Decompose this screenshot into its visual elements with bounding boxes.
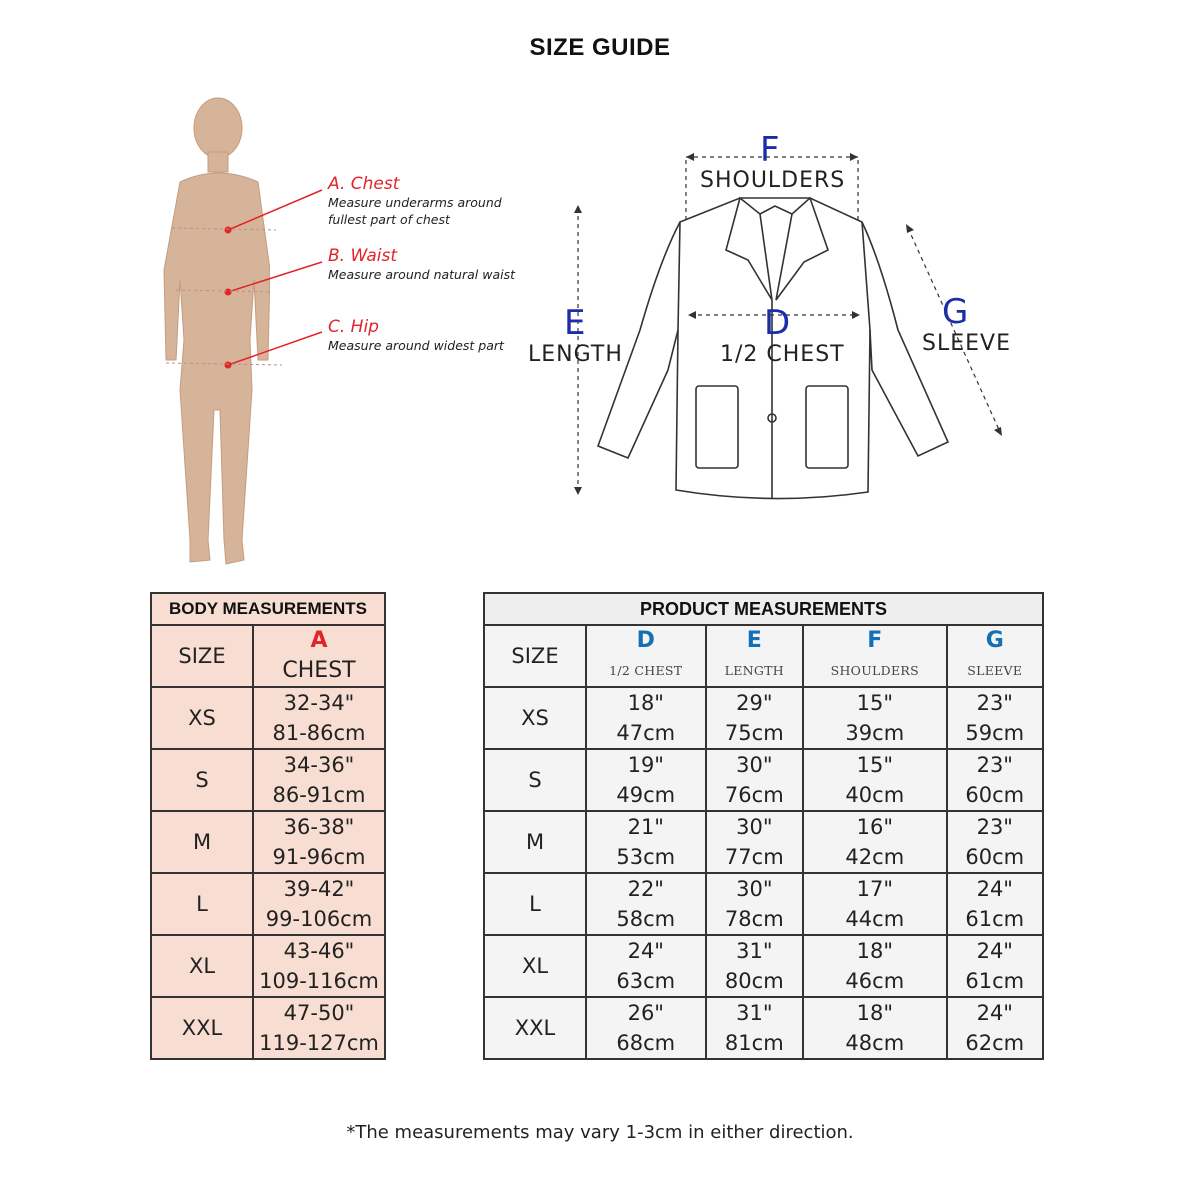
product-size-cell: S [484, 749, 586, 811]
product-size-cell: XL [484, 935, 586, 997]
product-col-e-header [706, 625, 803, 687]
product-measure-inches: 23" [976, 691, 1013, 715]
product-col-g-letter: G [985, 628, 1004, 653]
body-size-cell: S [151, 749, 253, 811]
product-measure-cm: 68cm [616, 1031, 676, 1055]
body-chest-inches: 36-38" [283, 815, 355, 839]
product-measure-cm: 48cm [845, 1031, 905, 1055]
product-measure-cell [706, 687, 803, 749]
product-measure-cm: 76cm [724, 783, 784, 807]
annotation-hip [328, 317, 504, 354]
product-measure-inches: 24" [976, 939, 1013, 963]
product-measure-cm: 75cm [724, 721, 784, 745]
product-measure-inches: 16" [856, 815, 893, 839]
body-chest-cm: 91-96cm [272, 845, 366, 869]
product-measurements-table [483, 592, 1044, 1060]
label-f-word: SHOULDERS [700, 168, 846, 193]
annotation-chest-heading: A. Chest [328, 174, 400, 194]
product-measure-cm: 59cm [965, 721, 1025, 745]
product-measure-cm: 81cm [724, 1031, 784, 1055]
product-size-cell: M [484, 811, 586, 873]
annotation-hip-desc: Measure around widest part [328, 338, 504, 353]
product-measure-inches: 31" [736, 939, 773, 963]
label-d-letter: D [764, 303, 791, 343]
product-col-e-word: LENGTH [724, 663, 784, 678]
product-measure-cm: 77cm [724, 845, 784, 869]
product-measure-cell [586, 873, 706, 935]
product-measure-cell [947, 873, 1043, 935]
body-measurements-table [150, 592, 386, 1060]
product-table-row [484, 749, 1043, 811]
product-size-header: SIZE [484, 625, 586, 687]
product-measure-inches: 21" [627, 815, 664, 839]
product-measure-cm: 39cm [845, 721, 905, 745]
product-measure-inches: 26" [627, 1001, 664, 1025]
body-chest-cell [253, 749, 385, 811]
product-measure-cell [803, 687, 947, 749]
body-size-cell: XXL [151, 997, 253, 1059]
product-table-row [484, 997, 1043, 1059]
body-size-cell: L [151, 873, 253, 935]
product-measure-cell [803, 749, 947, 811]
product-size-cell: L [484, 873, 586, 935]
body-table-row [151, 811, 385, 873]
annotation-chest-desc-2: fullest part of chest [328, 212, 450, 227]
body-chest-cm: 99-106cm [265, 907, 373, 931]
product-measure-cell [947, 997, 1043, 1059]
product-measure-cell [586, 687, 706, 749]
body-chest-header [253, 625, 385, 687]
body-size-cell: XL [151, 935, 253, 997]
product-measure-cell [947, 749, 1043, 811]
product-measure-cell [947, 687, 1043, 749]
body-chest-cm: 81-86cm [272, 721, 366, 745]
body-chest-cell [253, 811, 385, 873]
product-table-row [484, 811, 1043, 873]
product-measure-cm: 63cm [616, 969, 676, 993]
product-table-row [484, 935, 1043, 997]
product-measure-cm: 60cm [965, 783, 1025, 807]
body-chest-cell [253, 873, 385, 935]
product-measure-cell [586, 749, 706, 811]
product-measure-cm: 42cm [845, 845, 905, 869]
annotation-hip-heading: C. Hip [328, 317, 379, 337]
product-measure-inches: 30" [736, 877, 773, 901]
product-size-cell: XS [484, 687, 586, 749]
product-col-f-word: SHOULDERS [830, 663, 919, 678]
label-f-letter: F [760, 130, 780, 170]
product-measure-cell [706, 997, 803, 1059]
product-measure-inches: 31" [736, 1001, 773, 1025]
product-measure-cell [706, 873, 803, 935]
product-measure-cm: 49cm [616, 783, 676, 807]
product-measure-cell [947, 811, 1043, 873]
product-measure-inches: 17" [856, 877, 893, 901]
product-measure-inches: 23" [976, 815, 1013, 839]
product-measure-inches: 18" [856, 939, 893, 963]
product-size-cell: XXL [484, 997, 586, 1059]
product-measure-cell [706, 811, 803, 873]
product-measure-cm: 62cm [965, 1031, 1025, 1055]
product-measure-cell [803, 997, 947, 1059]
product-col-e-letter: E [746, 628, 762, 653]
annotation-chest [328, 174, 502, 228]
label-g-word: SLEEVE [922, 331, 1011, 356]
body-chest-cm: 119-127cm [259, 1031, 379, 1055]
product-measure-cm: 44cm [845, 907, 905, 931]
product-measure-inches: 29" [736, 691, 773, 715]
label-g-letter: G [942, 292, 969, 332]
annotation-waist-desc: Measure around natural waist [328, 267, 515, 282]
product-measure-cell [706, 749, 803, 811]
label-e-letter: E [564, 303, 586, 343]
body-table-row [151, 997, 385, 1059]
product-table-title: PRODUCT MEASUREMENTS [484, 593, 1043, 625]
product-measure-inches: 18" [856, 1001, 893, 1025]
body-chest-word: CHEST [282, 658, 356, 683]
body-table-title: BODY MEASUREMENTS [151, 593, 385, 625]
page-title: SIZE GUIDE [529, 34, 671, 61]
product-measure-inches: 24" [976, 877, 1013, 901]
body-table-row [151, 687, 385, 749]
body-table-row [151, 749, 385, 811]
body-chest-cell [253, 935, 385, 997]
product-measure-inches: 23" [976, 753, 1013, 777]
product-measure-cell [803, 811, 947, 873]
product-table-row [484, 873, 1043, 935]
product-col-f-header [803, 625, 947, 687]
product-measure-cm: 61cm [965, 969, 1025, 993]
product-table-row [484, 687, 1043, 749]
body-size-cell: XS [151, 687, 253, 749]
product-measure-cm: 78cm [724, 907, 784, 931]
product-measure-cell [586, 997, 706, 1059]
product-col-d-letter: D [636, 628, 655, 653]
product-measure-inches: 19" [627, 753, 664, 777]
body-chest-inches: 34-36" [283, 753, 355, 777]
product-col-g-header [947, 625, 1043, 687]
label-d-word: 1/2 CHEST [720, 342, 845, 367]
product-measure-cm: 53cm [616, 845, 676, 869]
product-measure-cm: 46cm [845, 969, 905, 993]
body-chest-cell [253, 997, 385, 1059]
annotation-waist-heading: B. Waist [328, 246, 398, 266]
product-measure-inches: 22" [627, 877, 664, 901]
product-measure-cm: 58cm [616, 907, 676, 931]
product-measure-inches: 15" [856, 753, 893, 777]
product-measure-cell [586, 935, 706, 997]
product-col-d-word: 1/2 CHEST [609, 663, 683, 678]
product-measure-inches: 24" [976, 1001, 1013, 1025]
body-chest-inches: 47-50" [283, 1001, 355, 1025]
product-measure-cm: 61cm [965, 907, 1025, 931]
product-col-f-letter: F [867, 628, 883, 653]
annotation-waist [328, 246, 515, 283]
product-measure-inches: 30" [736, 815, 773, 839]
product-measure-inches: 18" [627, 691, 664, 715]
body-chest-cell [253, 687, 385, 749]
body-table-row [151, 935, 385, 997]
body-table-row [151, 873, 385, 935]
product-measure-cm: 40cm [845, 783, 905, 807]
product-measure-cm: 60cm [965, 845, 1025, 869]
product-measure-inches: 24" [627, 939, 664, 963]
body-chest-inches: 39-42" [283, 877, 355, 901]
product-measure-inches: 30" [736, 753, 773, 777]
product-col-d-header [586, 625, 706, 687]
product-measure-cell [706, 935, 803, 997]
body-chest-cm: 109-116cm [259, 969, 379, 993]
body-size-header: SIZE [151, 625, 253, 687]
product-measure-cell [947, 935, 1043, 997]
label-e-word: LENGTH [528, 342, 623, 367]
body-chest-cm: 86-91cm [272, 783, 366, 807]
body-size-cell: M [151, 811, 253, 873]
product-measure-cm: 80cm [724, 969, 784, 993]
annotation-chest-desc-1: Measure underarms around [328, 195, 502, 210]
measurement-note: *The measurements may vary 1-3cm in either direction. [346, 1122, 854, 1143]
product-measure-cm: 47cm [616, 721, 676, 745]
body-chest-inches: 43-46" [283, 939, 355, 963]
product-measure-inches: 15" [856, 691, 893, 715]
product-measure-cell [586, 811, 706, 873]
body-chest-inches: 32-34" [283, 691, 355, 715]
product-col-g-word: SLEEVE [967, 663, 1023, 678]
body-chest-letter: A [310, 628, 328, 653]
product-measure-cell [803, 873, 947, 935]
product-measure-cell [803, 935, 947, 997]
